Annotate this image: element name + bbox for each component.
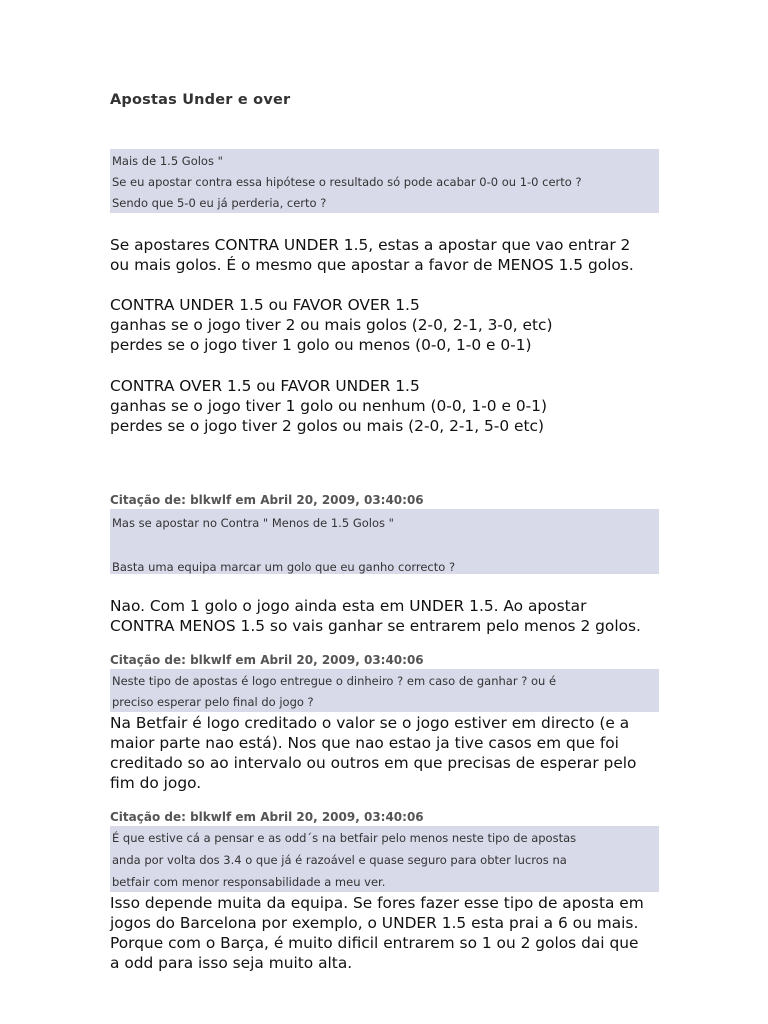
quote-line: Neste tipo de apostas é logo entregue o dinheiro ? em caso de ganhar ? ou é: [112, 674, 557, 688]
reply-paragraph-1: [110, 235, 634, 275]
reply-line: Nao. Com 1 golo o jogo ainda esta em UNDER 1.5. Ao apostar: [110, 597, 587, 615]
citation-header-4: Citação de: blkwlf em Abril 20, 2009, 03:40:06: [110, 810, 424, 824]
reply-line: maior parte nao está). Nos que nao estao ja tive casos em que foi: [110, 734, 619, 752]
quote-line: Basta uma equipa marcar um golo que eu ganho correcto ?: [112, 560, 456, 574]
reply-line: fim do jogo.: [110, 774, 202, 792]
reply-line: jogos do Barcelona por exemplo, o UNDER 1.5 esta prai a 6 ou mais.: [110, 914, 639, 932]
reply-line: CONTRA OVER 1.5 ou FAVOR UNDER 1.5: [110, 377, 420, 395]
quote-block-2: [110, 509, 659, 574]
reply-line: Porque com o Barça, é muito dificil entrarem so 1 ou 2 golos dai que: [110, 934, 639, 952]
reply-line: ganhas se o jogo tiver 2 ou mais golos (2-0, 2-1, 3-0, etc): [110, 316, 553, 334]
quote-line: [112, 534, 657, 556]
quote-line: É que estive cá a pensar e as odd´s na betfair pelo menos neste tipo de apostas: [112, 831, 577, 845]
reply-paragraph-3: [110, 713, 636, 793]
reply-paragraph-1b: [110, 295, 553, 355]
reply-line: ganhas se o jogo tiver 1 golo ou nenhum (0-0, 1-0 e 0-1): [110, 397, 547, 415]
quote-line: betfair com menor responsabilidade a meu ver.: [112, 875, 386, 889]
reply-line: perdes se o jogo tiver 2 golos ou mais (2-0, 2-1, 5-0 etc): [110, 417, 545, 435]
quote-line: anda por volta dos 3.4 o que já é razoável e quase seguro para obter lucros na: [112, 853, 567, 867]
reply-paragraph-4: [110, 893, 644, 973]
reply-line: a odd para isso seja muito alta.: [110, 954, 353, 972]
document-title: Apostas Under e over: [110, 92, 291, 108]
quote-block-4: [110, 826, 659, 892]
quote-line: Mais de 1.5 Golos ": [112, 154, 223, 168]
quote-block-3: [110, 669, 659, 712]
reply-line: ou mais golos. É o mesmo que apostar a favor de MENOS 1.5 golos.: [110, 256, 634, 274]
reply-line: CONTRA MENOS 1.5 so vais ganhar se entrarem pelo menos 2 golos.: [110, 617, 641, 635]
reply-line: Isso depende muita da equipa. Se fores fazer esse tipo de aposta em: [110, 894, 644, 912]
quote-line: Mas se apostar no Contra " Menos de 1.5 Golos ": [112, 516, 394, 530]
reply-line: perdes se o jogo tiver 1 golo ou menos (0-0, 1-0 e 0-1): [110, 336, 532, 354]
quote-line: Sendo que 5-0 eu já perderia, certo ?: [112, 196, 327, 210]
quote-line: Se eu apostar contra essa hipótese o resultado só pode acabar 0-0 ou 1-0 certo ?: [112, 175, 582, 189]
quote-line: preciso esperar pelo final do jogo ?: [112, 695, 314, 709]
reply-paragraph-1c: [110, 376, 547, 436]
reply-line: CONTRA UNDER 1.5 ou FAVOR OVER 1.5: [110, 296, 420, 314]
reply-line: Na Betfair é logo creditado o valor se o jogo estiver em directo (e a: [110, 714, 630, 732]
citation-header-3: Citação de: blkwlf em Abril 20, 2009, 03:40:06: [110, 653, 424, 667]
citation-header-2: Citação de: blkwlf em Abril 20, 2009, 03:40:06: [110, 493, 424, 507]
reply-line: Se apostares CONTRA UNDER 1.5, estas a apostar que vao entrar 2: [110, 236, 631, 254]
reply-paragraph-2: [110, 596, 641, 636]
reply-line: creditado so ao intervalo ou outros em que precisas de esperar pelo: [110, 754, 637, 772]
quote-block-1: [110, 149, 659, 213]
